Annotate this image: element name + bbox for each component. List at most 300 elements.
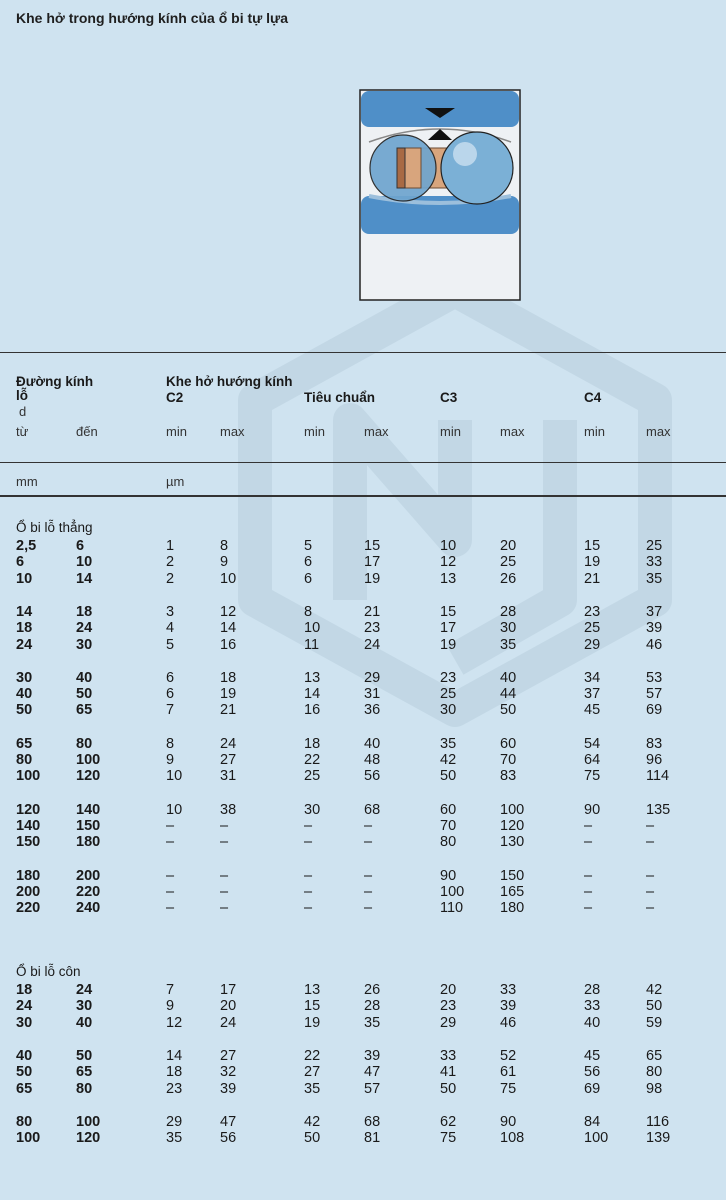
bore-label: Đường kính [16,374,94,389]
c2-min-cell: 1 [166,538,175,554]
normal-max-cell: 28 [364,998,381,1015]
c2-min-cell: 2 [166,554,175,571]
normal-max-cell: 35 [364,1014,381,1031]
normal-max-cell: – [364,900,373,917]
normal-min-cell: 42 [304,1113,321,1130]
bore-from-cell: 80 [16,1113,33,1130]
normal-max-cell: 81 [364,1130,381,1147]
normal-max-cell: 40 [364,735,381,752]
c3-max-cell: 90 [500,1113,517,1130]
bore-from-cell: 18 [16,982,33,998]
c4-min-cell: 25 [584,620,601,637]
group-c4: C4 [584,390,602,405]
c3-min-cell: 90 [440,867,457,884]
normal-min-cell: – [304,817,313,834]
table-row [0,702,726,718]
normal-min-cell: – [304,867,313,884]
c3-min-cell: 12 [440,554,457,571]
normal-max-cell: – [364,883,373,900]
normal-min-cell: – [304,900,313,917]
normal-max-cell: – [364,817,373,834]
bore-from-cell: 14 [16,603,33,620]
c3-max-cell: 44 [500,686,517,703]
to-label: đến [76,424,98,439]
header-bottom-rule [0,495,726,497]
bore-from-cell: 24 [16,636,33,653]
c3-max-cell: 108 [500,1130,525,1147]
normal-max-cell: 68 [364,801,381,818]
c3-min-cell: 25 [440,686,457,703]
bore-from-cell: 30 [16,1014,33,1031]
c3-min-cell: 110 [440,900,464,917]
table-row [0,768,726,784]
table-row [0,982,726,998]
c2-max-label: max [220,424,245,439]
bore-to-cell: 30 [76,998,93,1015]
c2-min-cell: – [166,900,175,917]
c2-max-cell: 10 [220,570,237,587]
c2-max-cell: 17 [220,982,237,998]
c2-min-cell: 5 [166,636,175,653]
c3-min-cell: 15 [440,603,457,620]
bore-to-cell: 240 [76,900,101,917]
normal-min-cell: 19 [304,1014,321,1031]
c3-max-cell: 35 [500,636,517,653]
c2-min-cell: – [166,867,175,884]
bore-to-cell: 80 [76,1080,93,1097]
bore-from-cell: 150 [16,834,41,851]
normal-max-cell: – [364,834,373,851]
c2-min-cell: 29 [166,1113,183,1130]
normal-min-cell: 50 [304,1130,321,1147]
normal-max-cell: 68 [364,1113,381,1130]
c3-min-cell: 35 [440,735,457,752]
normal-min-cell: 15 [304,998,321,1015]
c2-max-cell: 9 [220,554,229,571]
c2-max-cell: 31 [220,768,237,785]
table-row [0,670,726,686]
c4-min-cell: 29 [584,636,601,653]
table-row [0,900,726,916]
normal-max-cell: 29 [364,669,381,686]
c2-max-cell: 27 [220,752,237,768]
c4-min-cell: – [584,817,593,834]
normal-min-cell: 6 [304,570,313,587]
bore-from-cell: 140 [16,817,41,834]
c4-min-cell: 84 [584,1113,601,1130]
page-title: Khe hở trong hướng kính của ổ bi tự lựa [16,10,288,26]
normal-min-cell: 22 [304,1047,321,1064]
normal-max-cell: 15 [364,538,381,554]
c4-max-cell: 25 [646,538,663,554]
c2-min-cell: 18 [166,1064,183,1081]
bore-from-cell: 50 [16,702,33,719]
c3-min-cell: 23 [440,669,457,686]
table-row [0,802,726,818]
bore-from-cell: 30 [16,669,33,686]
c4-min-cell: 40 [584,1014,601,1031]
normal-min-cell: 6 [304,554,313,571]
normal-max-cell: 23 [364,620,381,637]
c4-max-cell: 69 [646,702,663,719]
c3-max-cell: 25 [500,554,517,571]
c4-min-cell: 15 [584,538,601,554]
c4-max-cell: 50 [646,998,663,1015]
bore-from-cell: 200 [16,883,41,900]
c3-max-cell: 46 [500,1014,517,1031]
table-row [0,604,726,620]
c3-max-cell: 52 [500,1047,517,1064]
c3-max-cell: 60 [500,735,517,752]
normal-max-cell: 17 [364,554,381,571]
table-row [0,998,726,1014]
bore-from-cell: 6 [16,554,25,571]
bore-to-cell: 180 [76,834,101,851]
c3-min-cell: 23 [440,998,457,1015]
c3-min-cell: 19 [440,636,457,653]
bore-to-cell: 10 [76,554,93,571]
normal-min-cell: 13 [304,982,321,998]
bore-to-cell: 100 [76,752,101,768]
normal-max-cell: 39 [364,1047,381,1064]
section-label-tapered-bore: Ổ bi lỗ côn [16,964,81,979]
normal-max-cell: 48 [364,752,381,768]
c2-min-cell: 6 [166,669,175,686]
table-row [0,686,726,702]
c4-min-cell: 19 [584,554,601,571]
bearing-cross-section-diagram [355,88,525,303]
c3-min-cell: 62 [440,1113,457,1130]
c4-min-cell: 75 [584,768,601,785]
from-label: từ [16,424,29,439]
table-row [0,1048,726,1064]
c3-max-cell: 165 [500,883,525,900]
c4-min-cell: – [584,834,593,851]
c4-max-cell: 139 [646,1130,671,1147]
normal-min-cell: 5 [304,538,313,554]
table-row [0,538,726,554]
c2-max-cell: 18 [220,669,237,686]
c4-min-cell: 45 [584,702,601,719]
c4-min-cell: 45 [584,1047,601,1064]
c4-min-cell: – [584,900,593,917]
c4-min-cell: 21 [584,570,601,587]
normal-min-cell: 8 [304,603,313,620]
normal-min-cell: 16 [304,702,321,719]
c3-min-cell: 42 [440,752,457,768]
section-label-straight-bore: Ổ bi lỗ thẳng [16,520,93,535]
table-row [0,834,726,850]
normal-min-cell: 18 [304,735,321,752]
normal-min-cell: 11 [304,636,320,653]
unit-um: µm [166,474,185,489]
c3-max-cell: 50 [500,702,517,719]
normal-max-cell: 36 [364,702,381,719]
c2-max-cell: 20 [220,998,237,1015]
c2-min-cell: 9 [166,752,175,768]
c2-min-cell: 7 [166,982,175,998]
c4-max-cell: 135 [646,801,671,818]
c2-max-cell: 19 [220,686,237,703]
bore-from-cell: 220 [16,900,41,917]
c4-max-cell: 59 [646,1014,663,1031]
table-row [0,736,726,752]
table-row [0,1064,726,1080]
c4-min-cell: 23 [584,603,601,620]
c2-max-cell: 38 [220,801,237,818]
c2-max-cell: 24 [220,1014,237,1031]
watermark-logo [230,270,680,730]
bore-to-cell: 50 [76,1047,93,1064]
c4-max-label: max [646,424,671,439]
c3-min-cell: 70 [440,817,457,834]
c3-min-cell: 80 [440,834,457,851]
c4-max-cell: 35 [646,570,663,587]
c4-min-cell: 34 [584,669,601,686]
normal-max-cell: 24 [364,636,381,653]
c4-max-cell: 114 [646,768,670,785]
c3-min-cell: 50 [440,1080,457,1097]
table-row [0,1130,726,1146]
table-row [0,868,726,884]
bore-from-cell: 65 [16,735,33,752]
c4-min-cell: 100 [584,1130,609,1147]
c2-min-cell: 7 [166,702,175,719]
c4-max-cell: 96 [646,752,663,768]
c2-min-cell: – [166,834,175,851]
bore-to-cell: 24 [76,982,93,998]
normal-min-cell: 14 [304,686,321,703]
c4-max-cell: 116 [646,1113,670,1130]
normal-max-cell: – [364,867,373,884]
normal-max-cell: 21 [364,603,381,620]
normal-min-cell: 30 [304,801,321,818]
table-row [0,884,726,900]
c4-min-cell: 64 [584,752,601,768]
c3-max-cell: 28 [500,603,517,620]
c3-max-cell: 75 [500,1080,517,1097]
c4-min-cell: 69 [584,1080,601,1097]
c3-max-cell: 70 [500,752,517,768]
c3-min-cell: 20 [440,982,457,998]
table-row [0,818,726,834]
bore-to-cell: 24 [76,620,93,637]
c3-min-cell: 75 [440,1130,457,1147]
c2-min-cell: 6 [166,686,175,703]
c3-min-cell: 60 [440,801,457,818]
c2-min-cell: 10 [166,801,183,818]
c2-min-cell: 35 [166,1130,183,1147]
c2-max-cell: – [220,817,229,834]
c4-max-cell: 53 [646,669,663,686]
bore-to-cell: 120 [76,1130,101,1147]
c4-max-cell: – [646,900,655,917]
table-row [0,1015,726,1031]
c4-max-cell: – [646,817,655,834]
group-c3: C3 [440,390,458,405]
c3-min-cell: 41 [440,1064,457,1081]
c4-min-label: min [584,424,605,439]
bore-to-cell: 14 [76,570,93,587]
bore-to-cell: 40 [76,1014,93,1031]
bore-to-cell: 80 [76,735,93,752]
bore-to-cell: 40 [76,669,93,686]
c4-min-cell: – [584,867,593,884]
c2-min-cell: 9 [166,998,175,1015]
bore-symbol: d [19,404,27,419]
group-normal: Tiêu chuẩn [304,390,376,405]
c4-max-cell: – [646,867,655,884]
c4-max-cell: 37 [646,603,663,620]
c2-max-cell: – [220,867,229,884]
normal-min-cell: 22 [304,752,321,768]
c4-max-cell: 42 [646,982,663,998]
bore-from-cell: 2,5 [16,538,37,554]
table-top-rule [0,352,726,353]
table-row [0,571,726,587]
bore-to-cell: 150 [76,817,101,834]
c4-max-cell: 33 [646,554,663,571]
c3-min-cell: 10 [440,538,457,554]
c2-min-cell: 4 [166,620,175,637]
c4-min-cell: 37 [584,686,601,703]
normal-max-cell: 47 [364,1064,381,1081]
bore-to-cell: 18 [76,603,93,620]
c2-max-cell: 24 [220,735,237,752]
c2-max-cell: – [220,883,229,900]
c2-min-cell: – [166,817,175,834]
bore-from-cell: 10 [16,570,33,587]
table-row [0,637,726,653]
c2-max-cell: 8 [220,538,229,554]
c4-min-cell: 28 [584,982,601,998]
header-mid-rule [0,462,726,463]
c4-min-cell: 90 [584,801,601,818]
bore-from-cell: 100 [16,1130,41,1147]
normal-max-cell: 19 [364,570,381,587]
normal-max-cell: 31 [364,686,381,703]
table-row [0,752,726,768]
bore-to-cell: 120 [76,768,101,785]
normal-min-cell: 13 [304,669,321,686]
bore-from-cell: 180 [16,867,41,884]
c2-min-cell: 2 [166,570,175,587]
c4-min-cell: 54 [584,735,601,752]
c4-max-cell: 39 [646,620,663,637]
group-c2: C2 [166,390,184,405]
c4-min-cell: – [584,883,593,900]
bore-to-cell: 140 [76,801,101,818]
bore-to-cell: 200 [76,867,101,884]
normal-min-cell: 27 [304,1064,321,1081]
bore-from-cell: 50 [16,1064,33,1081]
table-row [0,554,726,570]
unit-mm: mm [16,474,38,489]
c2-max-cell: 12 [220,603,237,620]
normal-min-label: min [304,424,325,439]
normal-min-cell: – [304,883,313,900]
c3-max-cell: 26 [500,570,517,587]
c4-max-cell: – [646,883,655,900]
c3-min-cell: 100 [440,883,465,900]
bore-to-cell: 100 [76,1113,101,1130]
normal-max-label: max [364,424,389,439]
c4-max-cell: 57 [646,686,663,703]
c3-max-cell: 39 [500,998,517,1015]
c2-max-cell: 56 [220,1130,237,1147]
c2-max-cell: 27 [220,1047,237,1064]
c3-min-cell: 13 [440,570,457,587]
c2-max-cell: 47 [220,1113,237,1130]
bore-to-cell: 50 [76,686,93,703]
bore-from-cell: 40 [16,686,33,703]
c4-max-cell: 80 [646,1064,663,1081]
c3-max-cell: 83 [500,768,517,785]
c2-max-cell: 16 [220,636,237,653]
normal-min-cell: 35 [304,1080,321,1097]
bore-label-2: lỗ [16,388,28,403]
bore-from-cell: 40 [16,1047,33,1064]
c3-max-cell: 120 [500,817,525,834]
bore-to-cell: 220 [76,883,101,900]
clearance-label: Khe hở hướng kính [166,374,293,389]
c4-max-cell: 46 [646,636,663,653]
c3-max-cell: 150 [500,867,525,884]
c2-min-cell: 10 [166,768,183,785]
c3-min-cell: 29 [440,1014,457,1031]
c3-min-cell: 30 [440,702,457,719]
bore-to-cell: 6 [76,538,85,554]
c3-min-cell: 17 [440,620,457,637]
bore-to-cell: 65 [76,1064,93,1081]
c4-max-cell: 98 [646,1080,663,1097]
c2-max-cell: 21 [220,702,237,719]
c3-max-cell: 30 [500,620,517,637]
normal-max-cell: 26 [364,982,381,998]
c2-min-cell: 3 [166,603,175,620]
c2-min-label: min [166,424,187,439]
table-row [0,1114,726,1130]
c4-min-cell: 56 [584,1064,601,1081]
c2-min-cell: 14 [166,1047,183,1064]
bore-from-cell: 18 [16,620,33,637]
c3-max-cell: 33 [500,982,517,998]
table-row [0,620,726,636]
bore-from-cell: 120 [16,801,41,818]
c3-max-label: max [500,424,525,439]
bore-from-cell: 100 [16,768,41,785]
normal-min-cell: 25 [304,768,321,785]
bore-to-cell: 30 [76,636,93,653]
normal-min-cell: – [304,834,313,851]
bore-to-cell: 65 [76,702,93,719]
c4-min-cell: 33 [584,998,601,1015]
c2-max-cell: – [220,834,229,851]
normal-max-cell: 57 [364,1080,381,1097]
c2-max-cell: 14 [220,620,237,637]
c2-max-cell: 39 [220,1080,237,1097]
normal-max-cell: 56 [364,768,381,785]
c3-min-cell: 33 [440,1047,457,1064]
c3-min-label: min [440,424,461,439]
c2-min-cell: 23 [166,1080,183,1097]
c3-max-cell: 100 [500,801,525,818]
c4-max-cell: 83 [646,735,663,752]
c3-min-cell: 50 [440,768,457,785]
c3-max-cell: 61 [500,1064,517,1081]
c3-max-cell: 130 [500,834,525,851]
bore-from-cell: 24 [16,998,33,1015]
